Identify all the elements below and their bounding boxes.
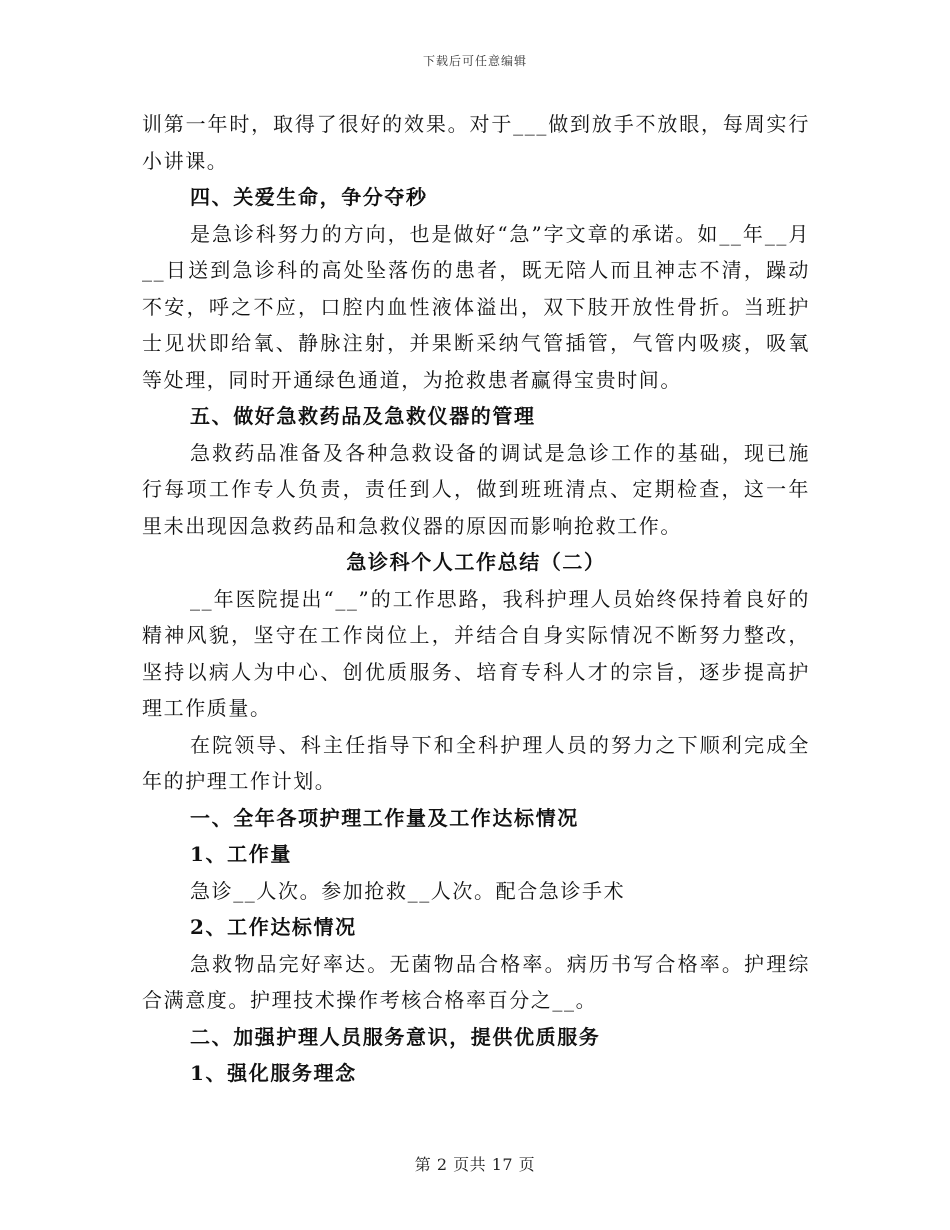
paragraph-continued: 训第一年时，取得了很好的效果。对于___做到放手不放眼，每周实行小讲课。 bbox=[142, 112, 810, 173]
subheading-workload: 1、工作量 bbox=[190, 842, 292, 866]
paragraph-equipment: 急救药品准备及各种急救设备的调试是急诊工作的基础，现已施行每项工作专人负责，责任到人，做到班班清点、定期检查，这一年里未出现因急救药品和急救仪器的原因而影响抢救工作。 bbox=[142, 440, 810, 538]
subheading-service: 1、强化服务理念 bbox=[190, 1061, 357, 1085]
paragraph-standards: 急救物品完好率达。无菌物品合格率。病历书写合格率。护理综合满意度。护理技术操作考核合格率百分之__。 bbox=[142, 951, 810, 1012]
document-title: 急诊科个人工作总结（二） bbox=[346, 550, 606, 574]
document-body bbox=[142, 106, 810, 1092]
paragraph-rescue-case: 是急诊科努力的方向，也是做好“急”字文章的承诺。如__年__月__日送到急诊科的高处坠落伤的患者，既无陪人而且神志不清，躁动不安，呼之不应，口腔内血性液体溢出，双下肢开放性骨折。当班护士见状即给氧、静脉注射，并果断采纳气管插管，气管内吸痰，吸氧等处理，同时开通绿色通道，为抢救患者赢得宝贵时间。 bbox=[142, 221, 810, 392]
section-heading-4: 四、关爱生命，争分夺秒 bbox=[190, 185, 428, 209]
section-heading-1: 一、全年各项护理工作量及工作达标情况 bbox=[190, 805, 579, 830]
paragraph-workload: 急诊__人次。参加抢救__人次。配合急诊手术 bbox=[190, 878, 626, 903]
paragraph-intro: __年医院提出“__”的工作思路，我科护理人员始终保持着良好的精神风貌，坚守在工作岗位上，并结合自身实际情况不断努力整改，坚持以病人为中心、创优质服务、培育专科人才的宗旨，逐步提高护理工作质量。 bbox=[142, 586, 810, 720]
paragraph-plan: 在院领导、科主任指导下和全科护理人员的努力之下顺利完成全年的护理工作计划。 bbox=[142, 732, 810, 793]
page-footer: 第 2 页共 17 页 bbox=[414, 1155, 536, 1174]
header-note: 下载后可任意编辑 bbox=[422, 54, 527, 68]
section-heading-5: 五、做好急救药品及急救仪器的管理 bbox=[190, 404, 536, 428]
subheading-standards: 2、工作达标情况 bbox=[190, 915, 357, 939]
section-heading-2: 二、加强护理人员服务意识，提供优质服务 bbox=[190, 1024, 601, 1049]
